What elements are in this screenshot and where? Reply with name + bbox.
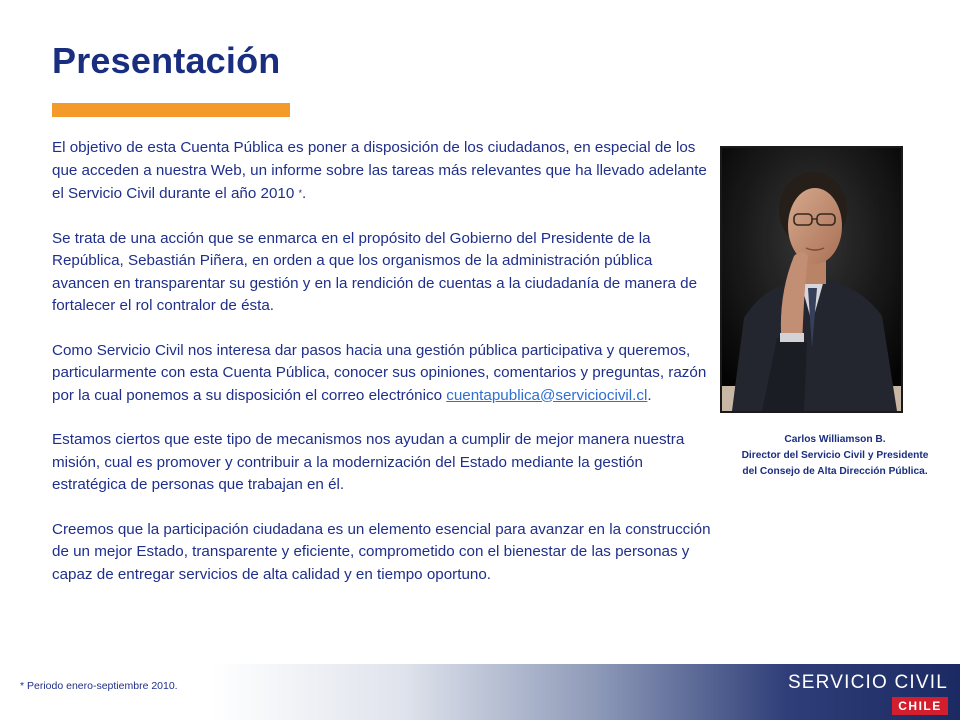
footnote-asterisk: *	[298, 188, 303, 198]
caption-role-line-1: Director del Servicio Civil y Presidente	[741, 450, 929, 461]
paragraph-3-end: .	[647, 386, 652, 404]
logo-sub-text: CHILE	[892, 697, 948, 715]
caption-role-line-2: del Consejo de Alta Dirección Pública.	[742, 466, 928, 477]
paragraph-1	[52, 137, 712, 206]
paragraph-3-text: Como Servicio Civil nos interesa dar pasos hacia una gestión pública participativa y queremos, particularmente con esta Cuenta Pública, conocer sus opiniones, comentarios y preguntas, razón por la cual ponemos a su disposición el correo electrónico	[52, 341, 707, 404]
photo-caption	[716, 432, 954, 480]
footnote: * Periodo enero-septiembre 2010.	[20, 680, 178, 692]
caption-name: Carlos Williamson B.	[784, 434, 886, 445]
paragraph-5: Creemos que la participación ciudadana es un elemento esencial para avanzar en la construcción de un mejor Estado, transparente y eficiente, comprometido con el bienestar de las personas y capaz de entregar servicios de alta calidad y en tiempo oportuno.	[52, 520, 711, 583]
paragraph-3	[52, 340, 712, 408]
portrait-illustration	[722, 148, 901, 411]
email-link[interactable]: cuentapublica@serviciocivil.cl	[446, 386, 648, 404]
body-text	[52, 137, 712, 608]
director-photo	[720, 146, 903, 413]
logo-main-text: SERVICIO CIVIL	[787, 672, 948, 693]
paragraph-2: Se trata de una acción que se enmarca en el propósito del Gobierno del Presidente de la República, Sebastián Piñera, en orden a que los organismos de la administración pública avancen en transparentar su gestión y en la rendición de cuentas a la ciudadanía de manera de fortalecer el rol contralor de ésta.	[52, 229, 698, 314]
title-accent-bar	[52, 103, 290, 117]
paragraph-1-end: .	[302, 185, 307, 202]
paragraph-4: Estamos ciertos que este tipo de mecanismos nos ayudan a cumplir de mejor manera nuestra misión, cual es promover y contribuir a la modernización del Estado mediante la gestión estratégica de personas que trabajan en él.	[52, 431, 685, 493]
page-title: Presentación	[52, 40, 281, 81]
servicio-civil-logo	[787, 672, 960, 720]
paragraph-1-text: El objetivo de esta Cuenta Pública es poner a disposición de los ciudadanos, en especial de los que acceden a nuestra Web, un informe sobre las tareas más relevantes que ha llevado adelante el Servicio Civil durante el año 2010	[52, 139, 707, 202]
